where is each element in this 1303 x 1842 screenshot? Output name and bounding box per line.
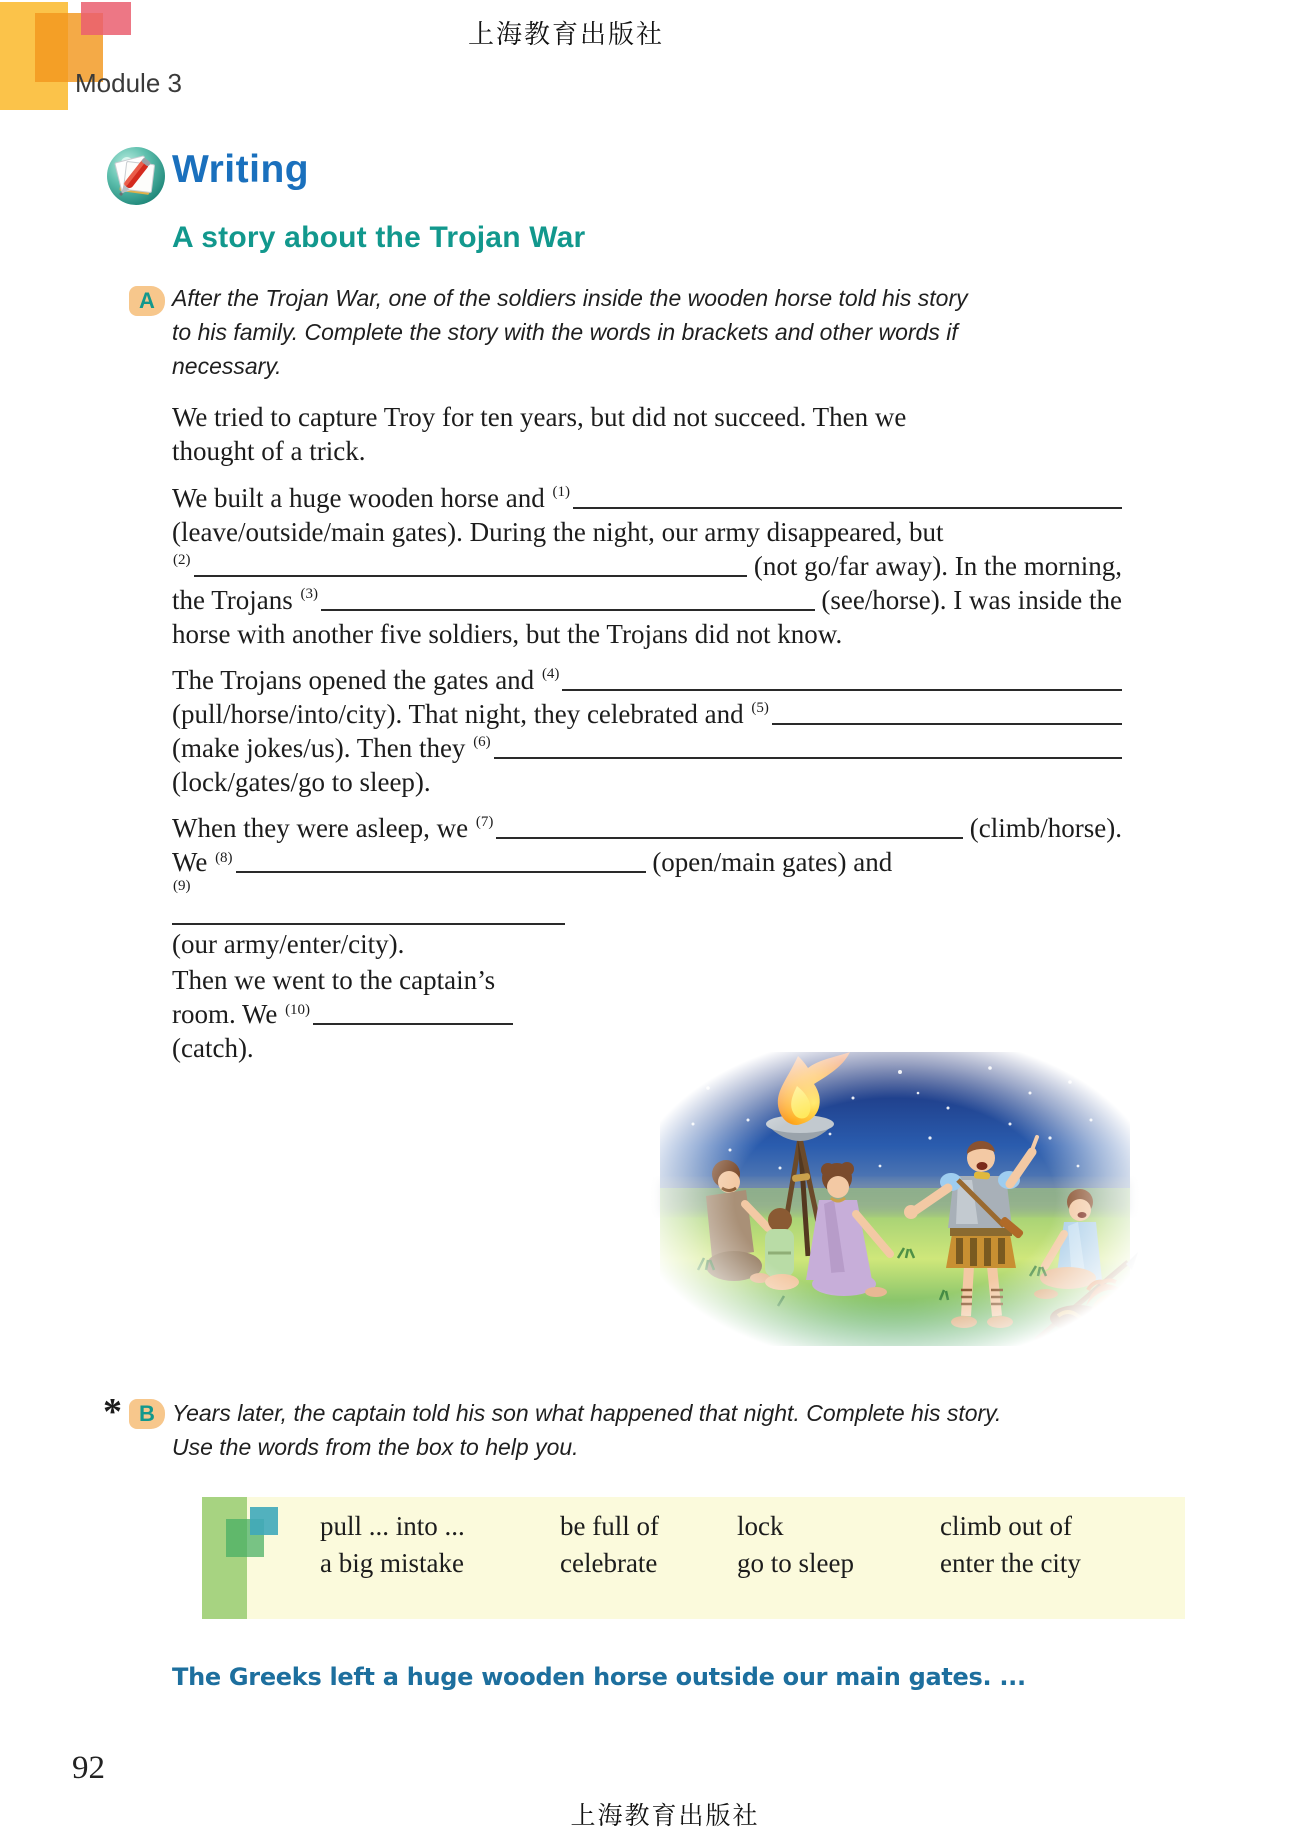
story-line bbox=[172, 434, 1122, 468]
story-line bbox=[172, 515, 1122, 549]
story-text: We tried to capture Troy for ten years, but did not succeed. Then we bbox=[172, 402, 907, 432]
instruction-line: Use the words from the box to help you. bbox=[172, 1434, 579, 1460]
word-box-item: celebrate bbox=[560, 1548, 658, 1578]
white-fade-vignette bbox=[648, 1038, 1142, 1360]
blank-number: (7) bbox=[475, 814, 494, 830]
story-text: (climb/horse). bbox=[963, 813, 1122, 843]
model-sentence: The Greeks left a huge wooden horse outside our main gates. ... bbox=[172, 1663, 1026, 1691]
story-text: (not go/far away). In the morning, bbox=[747, 551, 1122, 581]
story-line bbox=[172, 549, 1122, 583]
answer-blank bbox=[573, 507, 1122, 509]
answer-blank bbox=[494, 757, 1122, 759]
answer-blank bbox=[562, 689, 1122, 691]
story-paragraph bbox=[172, 481, 1122, 651]
answer-blank bbox=[236, 849, 646, 873]
story-line bbox=[172, 617, 1122, 651]
blank-number: (8) bbox=[215, 850, 233, 866]
story-text: thought of a trick. bbox=[172, 436, 366, 466]
blank-number: (6) bbox=[473, 734, 491, 750]
word-box-words bbox=[320, 1508, 1185, 1582]
instruction-line: Years later, the captain told his son what happened that night. Complete his story. bbox=[172, 1400, 1002, 1426]
story-paragraph bbox=[172, 663, 1122, 799]
story-text: (our army/enter/city). bbox=[172, 929, 405, 959]
answer-blank bbox=[772, 723, 1122, 725]
word-box-green-bar bbox=[202, 1497, 247, 1619]
story-line bbox=[172, 811, 1122, 845]
story-paragraph bbox=[172, 400, 1122, 468]
story-text: We built a huge wooden horse and bbox=[172, 483, 552, 513]
page-number: 92 bbox=[72, 1750, 105, 1786]
story-text: (open/main gates) and bbox=[645, 847, 893, 877]
story-line bbox=[172, 663, 1122, 697]
story-text: We bbox=[172, 847, 215, 877]
story-paragraph bbox=[172, 811, 1122, 961]
story-text: (catch). bbox=[172, 1033, 254, 1063]
optional-task-star: * bbox=[103, 1391, 122, 1433]
word-box-teal-square bbox=[250, 1507, 278, 1535]
blank-number: (1) bbox=[552, 484, 570, 500]
module-label: Module 3 bbox=[75, 68, 182, 98]
story-text: Then we went to the captain’s bbox=[172, 965, 496, 995]
story-line bbox=[172, 481, 1122, 515]
story-text: the Trojans bbox=[172, 585, 300, 615]
word-box-item: climb out of bbox=[940, 1511, 1072, 1541]
story-line bbox=[172, 400, 1122, 434]
story-text: (pull/horse/into/city). That night, they celebrated and bbox=[172, 699, 751, 729]
task-b-instructions bbox=[172, 1396, 1001, 1464]
story-text: (make jokes/us). Then they bbox=[172, 733, 473, 763]
instruction-line: necessary. bbox=[172, 353, 282, 379]
story-line bbox=[172, 997, 1122, 1031]
blank-number: (3) bbox=[300, 586, 319, 602]
story-text: horse with another five soldiers, but the Trojans did not know. bbox=[172, 619, 843, 649]
answer-blank bbox=[194, 575, 748, 577]
task-a-badge: A bbox=[129, 286, 165, 316]
word-box-item: lock bbox=[737, 1511, 784, 1541]
story-line bbox=[172, 697, 1122, 731]
blank-number: (9) bbox=[173, 878, 191, 894]
story-line bbox=[172, 879, 1122, 901]
story-text: (lock/gates/go to sleep). bbox=[172, 767, 431, 797]
story-text: When they were asleep, we bbox=[172, 813, 475, 843]
word-box-item: a big mistake bbox=[320, 1548, 464, 1578]
blank-number: (5) bbox=[751, 700, 769, 716]
story-line bbox=[172, 845, 1122, 879]
answer-blank bbox=[172, 901, 565, 925]
story-line bbox=[172, 765, 1122, 799]
word-box-row bbox=[320, 1545, 1185, 1582]
story-line bbox=[172, 583, 1122, 617]
section-title: Writing bbox=[172, 148, 310, 191]
word-bank-box bbox=[202, 1497, 1185, 1619]
word-box-row bbox=[320, 1508, 1185, 1545]
blank-number: (10) bbox=[285, 1002, 311, 1018]
story-text: room. We bbox=[172, 999, 285, 1029]
answer-blank bbox=[321, 609, 815, 611]
publisher-footer: 上海教育出版社 bbox=[570, 1803, 760, 1830]
story-text: The Trojans opened the gates and bbox=[172, 665, 541, 695]
blank-number: (2) bbox=[173, 552, 191, 568]
story-line bbox=[172, 731, 1122, 765]
story-line bbox=[172, 901, 1122, 927]
word-box-item: be full of bbox=[560, 1511, 659, 1541]
story-text: (leave/outside/main gates). During the night, our army disappeared, but bbox=[172, 517, 944, 547]
publisher-header: 上海教育出版社 bbox=[467, 20, 665, 49]
answer-blank bbox=[313, 1001, 513, 1025]
instruction-line: to his family. Complete the story with the words in brackets and other words if bbox=[172, 319, 958, 345]
story-text: (see/horse). I was inside the bbox=[814, 585, 1122, 615]
word-box-item: pull ... into ... bbox=[320, 1511, 465, 1541]
story-line bbox=[172, 927, 1122, 961]
instruction-line: After the Trojan War, one of the soldiers inside the wooden horse told his story bbox=[172, 285, 968, 311]
answer-blank bbox=[496, 837, 963, 839]
word-box-item: go to sleep bbox=[737, 1548, 854, 1578]
word-box-item: enter the city bbox=[940, 1548, 1081, 1578]
blank-number: (4) bbox=[541, 666, 560, 682]
night-campfire-illustration bbox=[648, 1038, 1142, 1360]
lesson-subtitle: A story about the Trojan War bbox=[172, 221, 586, 254]
story-line bbox=[172, 963, 1122, 997]
task-b-badge: B bbox=[129, 1399, 165, 1429]
